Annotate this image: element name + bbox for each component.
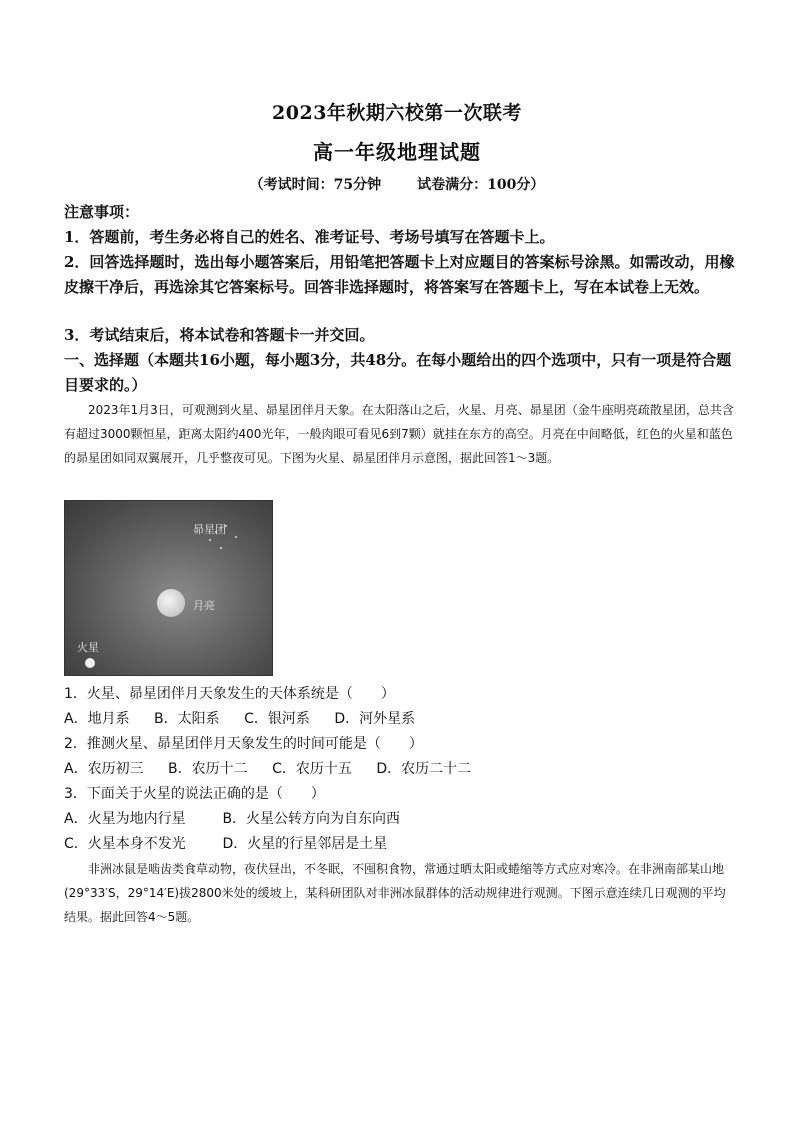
option-d: D．火星的行星邻居是土星 <box>222 836 388 852</box>
note-item-2: 2．回答选择题时，选出每小题答案后，用铅笔把答题卡上对应题目的答案标号涂黑。如需改动，用橡皮擦干净后，再选涂其它答案标号。回答非选择题时，将答案写在答题卡上，写在本试卷上无效。 <box>64 253 735 296</box>
exam-subtitle: 高一年级地理试题 <box>313 140 481 164</box>
section-heading: 一、选择题（本题共16小题，每小题3分，共48分。在每小题给出的四个选项中，只有一项是符合题目要求的。） <box>64 351 732 394</box>
option-a: A．地月系 <box>64 711 130 727</box>
option-d: D．河外星系 <box>334 711 416 727</box>
exam-meta <box>0 174 794 194</box>
note-item-3: 3．考试结束后，将本试卷和答题卡一并交回。 <box>64 326 375 344</box>
note-item-1: 1．答题前，考生务必将自己的姓名、准考证号、考场号填写在答题卡上。 <box>64 228 555 246</box>
question-1-options <box>64 709 736 729</box>
option-a: A．火星为地内行星 <box>64 811 186 827</box>
mars-label: 火星 <box>77 641 99 654</box>
question-2-stem: 2．推测火星、昴星团伴月天象发生的时间可能是（ ） <box>64 736 423 752</box>
mars-icon <box>85 658 95 668</box>
option-d: D．农历二十二 <box>376 761 472 777</box>
moon-label: 月亮 <box>193 599 215 612</box>
option-c: C．农历十五 <box>272 761 352 777</box>
question-3-options-row-2 <box>64 834 736 854</box>
exam-time: （考试时间：75分钟 <box>249 177 382 193</box>
option-b: B．太阳系 <box>154 711 220 727</box>
passage-1: 2023年1月3日，可观测到火星、昴星团伴月天象。在太阳落山之后，火星、月亮、昴星团（金牛座明亮疏散星团，总共含有超过3000颗恒星，距离太阳约400光年，一般肉眼可看见6到7颗）就挂在东方的高空。月亮在中间略低，红色的火星和蓝色的昴星团如同双翼展开，几乎整夜可见。下图为火星、昴星团伴月示意图，据此回答1～3题。 <box>64 403 734 465</box>
option-b: B．农历十二 <box>168 761 248 777</box>
exam-title: 2023年秋期六校第一次联考 <box>272 102 522 124</box>
option-a: A．农历初三 <box>64 761 144 777</box>
question-2-options <box>64 759 736 779</box>
question-3-stem: 3．下面关于火星的说法正确的是（ ） <box>64 786 325 802</box>
option-c: C．银河系 <box>244 711 310 727</box>
option-c: C．火星本身不发光 <box>64 836 186 852</box>
question-3-options-row-1 <box>64 809 736 829</box>
passage-2: 非洲冰鼠是啮齿类食草动物，夜伏昼出，不冬眠，不囤积食物，常通过晒太阳或蜷缩等方式应对寒冷。在非洲南部某山地(29°33′S，29°14′E)拔2800米处的缓坡上，某科研团队对非洲冰鼠群体的活动规律进行观测。下图示意连续几日观测的平均结果。据此回答4～5题。 <box>64 862 726 924</box>
pleiades-label: 昴星团 <box>193 523 226 536</box>
mars-pleiades-moon-photo <box>64 500 273 676</box>
option-b: B．火星公转方向为自东向西 <box>222 811 401 827</box>
moon-icon <box>157 589 185 617</box>
question-1-stem: 1．火星、昴星团伴月天象发生的天体系统是（ ） <box>64 686 395 702</box>
notes-heading: 注意事项： <box>64 203 140 221</box>
exam-score: 试卷满分：100分） <box>417 177 545 193</box>
